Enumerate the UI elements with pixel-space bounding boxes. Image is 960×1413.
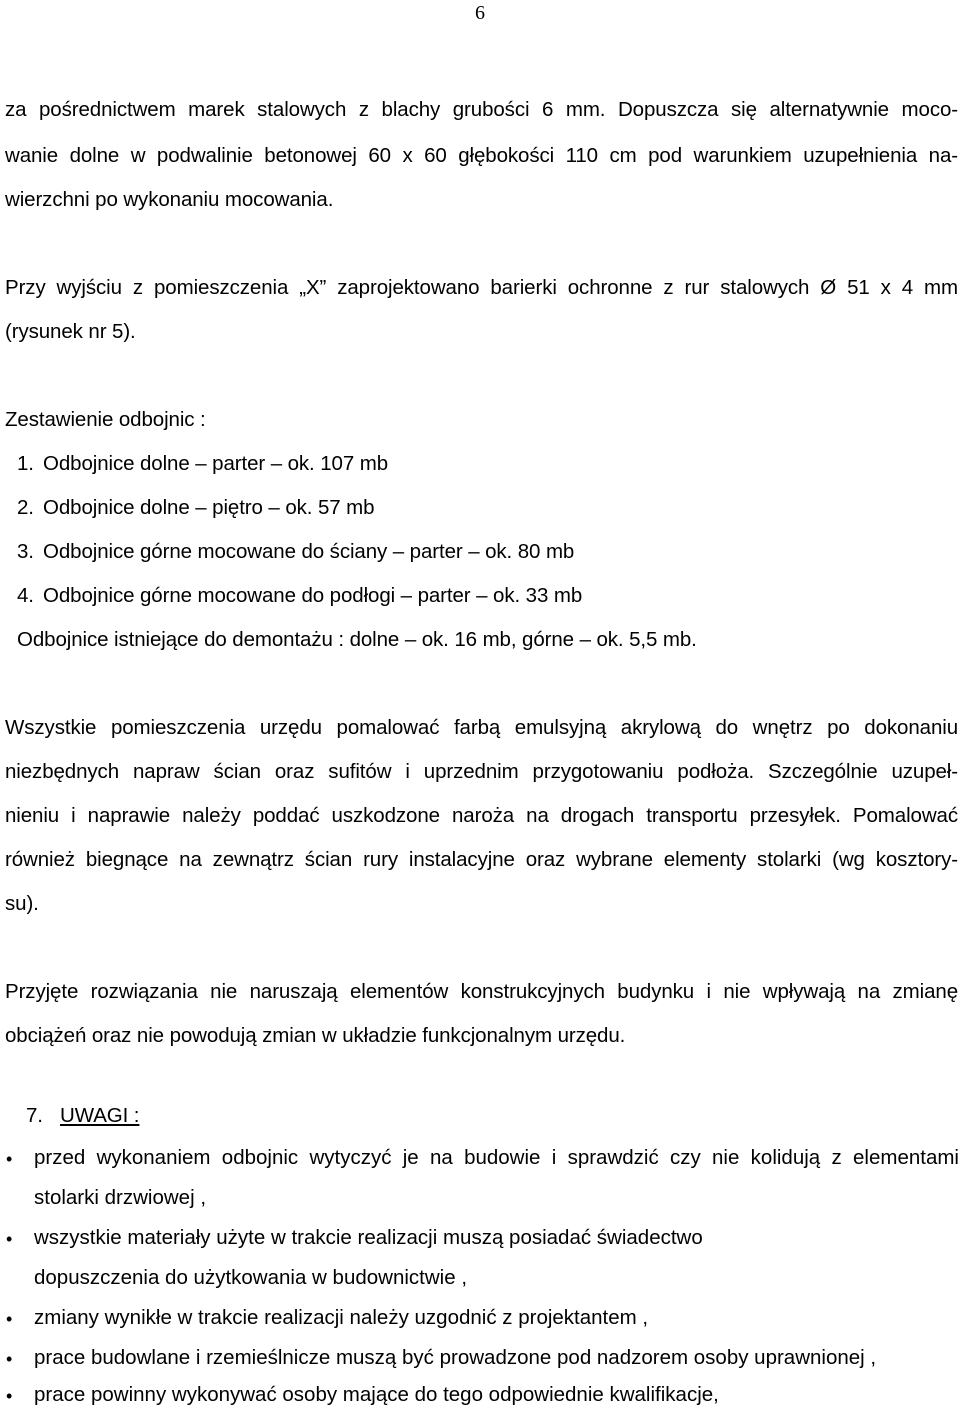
list-heading: Zestawienie odbojnic : [5, 408, 206, 431]
list-item-text: Odbojnice górne mocowane do podłogi – parter – ok. 33 mb [43, 584, 583, 607]
list-item [17, 540, 574, 564]
list-item [17, 452, 388, 476]
paragraph-3-line: nieniu i naprawie należy poddać uszkodzone naroża na drogach transportu przesyłek. Pomalować [5, 804, 958, 827]
list-note: Odbojnice istniejące do demontażu : dolne – ok. 16 mb, górne – ok. 5,5 mb. [17, 628, 697, 651]
bullet-marker: • [6, 1229, 13, 1249]
paragraph-3-line: Wszystkie pomieszczenia urzędu pomalować farbą emulsyjną akrylową do wnętrz po dokonaniu [5, 716, 958, 739]
bullet-text: zmiany wynikłe w trakcie realizacji należy uzgodnić z projektantem , [34, 1306, 649, 1329]
paragraph-3-line: również biegnące na zewnątrz ścian rury instalacyjne oraz wybrane elementy stolarki (wg kosztory- [5, 848, 958, 871]
bullet-marker: • [6, 1386, 13, 1406]
paragraph-4-line: obciążeń oraz nie powodują zmian w układzie funkcjonalnym urzędu. [5, 1024, 626, 1047]
paragraph-2-line: Przy wyjściu z pomieszczenia „X” zaprojektowano barierki ochronne z rur stalowych Ø 51 x 4 mm [5, 276, 958, 299]
paragraph-1-line: wanie dolne w podwalinie betonowej 60 x 60 głębokości 110 cm pod warunkiem uzupełnienia na- [5, 144, 958, 167]
list-item [17, 584, 582, 608]
list-item-text: Odbojnice dolne – parter – ok. 107 mb [43, 452, 389, 475]
bullet-marker: • [6, 1349, 13, 1369]
list-item [17, 496, 374, 520]
list-item-number: 1. [17, 452, 34, 475]
bullet-marker: • [6, 1149, 13, 1169]
list-item-text: Odbojnice dolne – piętro – ok. 57 mb [43, 496, 375, 519]
list-item-text: Odbojnice górne mocowane do ściany – parter – ok. 80 mb [43, 540, 575, 563]
bullet-text: dopuszczenia do użytkowania w budownictwie , [34, 1266, 468, 1289]
list-item-number: 4. [17, 584, 34, 607]
bullet-text: przed wykonaniem odbojnic wytyczyć je na budowie i sprawdzić czy nie kolidują z elementami [34, 1146, 959, 1169]
paragraph-1-line: za pośrednictwem marek stalowych z blachy grubości 6 mm. Dopuszcza się alternatywnie moco- [5, 98, 958, 121]
list-item-number: 3. [17, 540, 34, 563]
paragraph-3-line: niezbędnych napraw ścian oraz sufitów i uprzednim przygotowaniu podłoża. Szczególnie uzupeł- [5, 760, 958, 783]
bullet-text: stolarki drzwiowej , [34, 1186, 207, 1209]
paragraph-2-line: (rysunek nr 5). [5, 320, 136, 343]
section-heading [26, 1104, 139, 1128]
bullet-marker: • [6, 1309, 13, 1329]
bullet-text: wszystkie materiały użyte w trakcie realizacji muszą posiadać świadectwo [34, 1226, 703, 1249]
section-number: 7. [26, 1104, 43, 1127]
bullet-text: prace powinny wykonywać osoby mające do tego odpowiednie kwalifikacje, [34, 1383, 719, 1406]
bullet-text: prace budowlane i rzemieślnicze muszą być prowadzone pod nadzorem osoby uprawnionej , [34, 1346, 877, 1369]
list-item-number: 2. [17, 496, 34, 519]
page-number: 6 [475, 2, 485, 24]
paragraph-3-line: su). [5, 892, 39, 915]
paragraph-1-line: wierzchni po wykonaniu mocowania. [5, 188, 334, 211]
paragraph-4-line: Przyjęte rozwiązania nie naruszają elementów konstrukcyjnych budynku i nie wpływają na zmianę [5, 980, 958, 1003]
section-title: UWAGI : [60, 1104, 140, 1127]
